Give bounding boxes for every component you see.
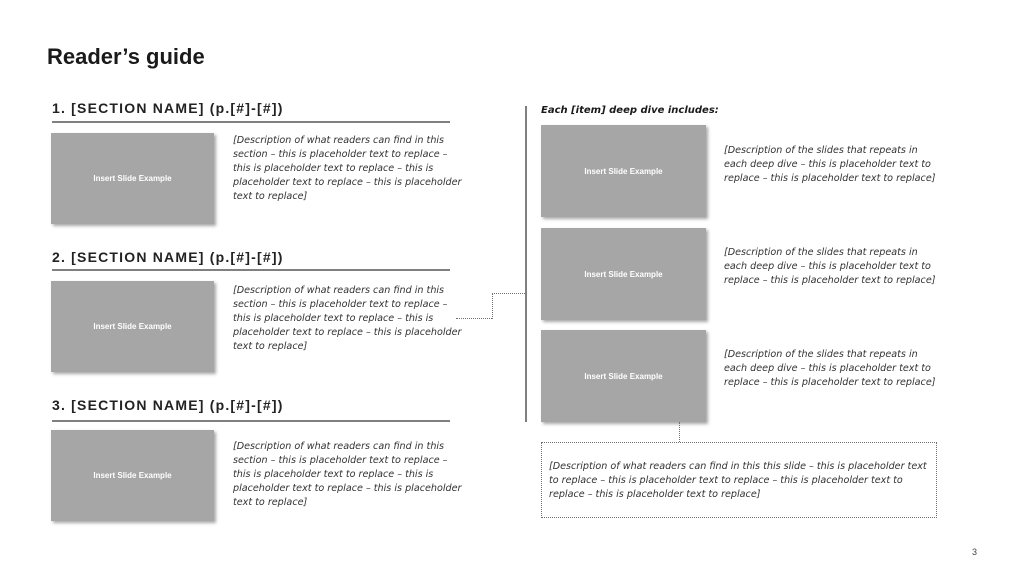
section-1-slide-placeholder-label: Insert Slide Example <box>93 174 172 183</box>
section-3-slide-placeholder[interactable] <box>51 430 214 521</box>
deep-dive-description-3: [Description of the slides that repeats in each deep dive – this is placeholder text to replace – this is placeholder text to replace] <box>724 349 936 388</box>
section-3-description: [Description of what readers can find in this section – this is placeholder text to replace – this is placeholder text to replace – this is placeholder text to replace – this is placeholder text to replace] <box>233 441 462 508</box>
section-1-slide-placeholder[interactable] <box>51 133 214 224</box>
deep-dive-divider <box>525 106 527 422</box>
section-3-heading: 3. [SECTION NAME] (p.[#]-[#]) <box>52 397 284 413</box>
deep-dive-slide-placeholder-2[interactable] <box>541 228 706 320</box>
section-2-rule <box>52 269 450 271</box>
deep-dive-slide-placeholder-3-label: Insert Slide Example <box>584 371 663 381</box>
deep-dive-summary-box <box>541 442 937 518</box>
summary-connector-line <box>679 422 680 442</box>
page-title: Reader’s guide <box>47 44 205 69</box>
deep-dive-description-1: [Description of the slides that repeats in each deep dive – this is placeholder text to replace – this is placeholder text to replace] <box>724 145 936 184</box>
page-number: 3 <box>971 547 977 557</box>
section-1-heading: 1. [SECTION NAME] (p.[#]-[#]) <box>52 100 284 116</box>
deep-dive-slide-placeholder-1[interactable] <box>541 125 706 217</box>
deep-dive-description-2: [Description of the slides that repeats in each deep dive – this is placeholder text to replace – this is placeholder text to replace] <box>724 247 936 286</box>
section-3-slide-placeholder-label: Insert Slide Example <box>93 471 172 480</box>
section-2-description: [Description of what readers can find in this section – this is placeholder text to replace – this is placeholder text to replace – this is placeholder text to replace – this is placeholder text to replace] <box>233 285 462 352</box>
deep-dive-heading: Each [item] deep dive includes: <box>541 105 719 116</box>
section-3-rule <box>52 420 450 422</box>
section-2-slide-placeholder-label: Insert Slide Example <box>93 322 172 331</box>
deep-dive-slide-placeholder-1-label: Insert Slide Example <box>584 166 663 176</box>
connector-line-horizontal-upper <box>492 293 525 294</box>
deep-dive-slide-placeholder-2-label: Insert Slide Example <box>584 269 663 279</box>
section-1-description: [Description of what readers can find in this section – this is placeholder text to replace – this is placeholder text to replace – this is placeholder text to replace – this is placeholder text to replace] <box>233 135 462 202</box>
deep-dive-slide-placeholder-3[interactable] <box>541 330 706 422</box>
connector-line-vertical <box>492 293 493 319</box>
section-2-slide-placeholder[interactable] <box>51 281 214 372</box>
deep-dive-summary-text: [Description of what readers can find in this this slide – this is placeholder text to replace – this is placeholder text to replace – this is placeholder text to replace – this is placeholder text to replace] <box>549 461 927 500</box>
connector-line-horizontal-lower <box>456 318 492 319</box>
section-2-heading: 2. [SECTION NAME] (p.[#]-[#]) <box>52 249 284 265</box>
section-1-rule <box>52 121 450 123</box>
